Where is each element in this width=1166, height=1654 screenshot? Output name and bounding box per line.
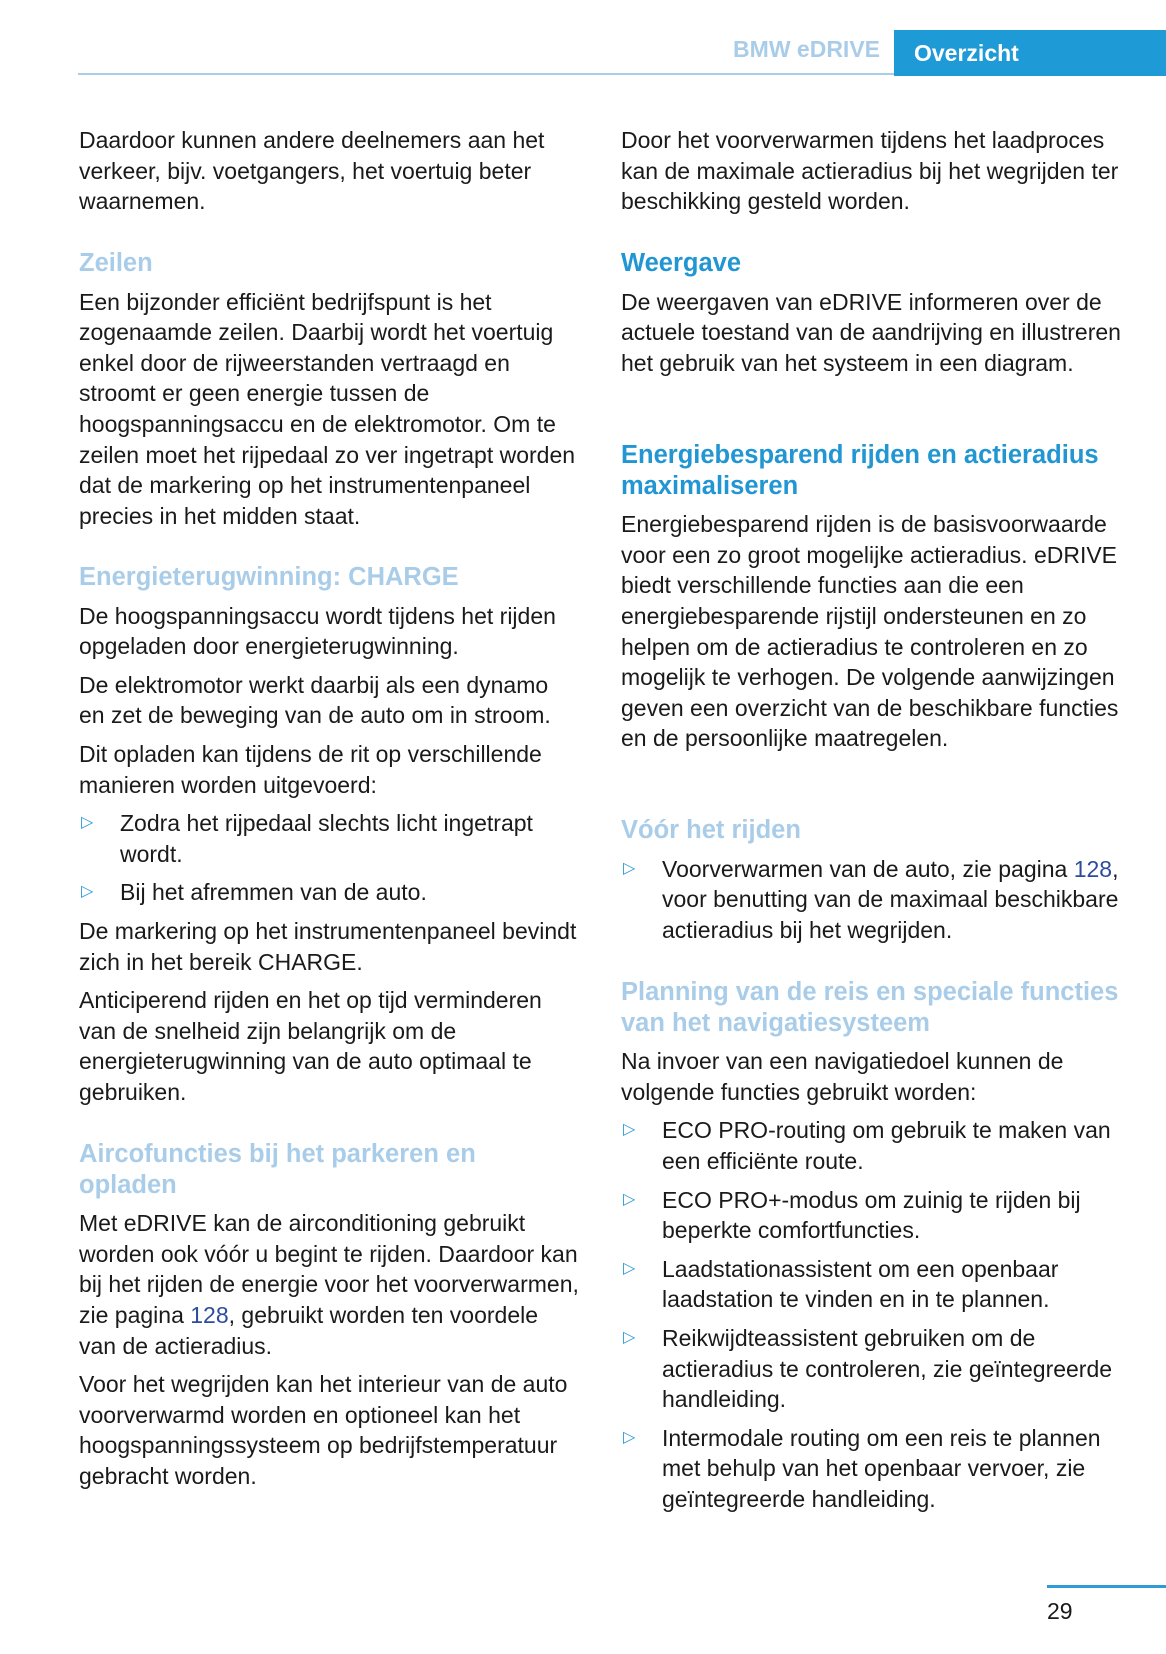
list-item [621, 1254, 1131, 1315]
page-link-128[interactable]: 128 [1073, 855, 1113, 882]
header-chapter-tab: Overzicht [894, 30, 1166, 76]
page-number: 29 [1047, 1598, 1073, 1624]
list-item: ▷ Voorverwarmen van de auto, zie pagina 128, voor benutting van de maximaal beschikbare actieradius bij het wegrijden. [623, 855, 1119, 943]
charge-paragraph-3: Dit opladen kan tijdens de rit op verschillende manieren worden uitgevoerd: [79, 740, 542, 798]
triangle-bullet-icon: ▷ [623, 1121, 636, 1139]
section-energiebesparend [621, 440, 1131, 754]
section-zeilen [79, 248, 579, 531]
airco-paragraph-1: Met eDRIVE kan de airconditioning gebruikt worden ook vóór u begint te rijden. Daardoor kan bij het rijden de energie voor het voorverwarmen, zie pagina 128, gebruikt worden ten voordele van de actieradius. [79, 1210, 579, 1359]
header-section-label: BMW eDRIVE [733, 36, 880, 62]
triangle-bullet-icon: ▷ [623, 1328, 636, 1346]
intro-text: Daardoor kunnen andere deelnemers aan het verkeer, bijv. voetgangers, het voertuig beter waarnemen. [79, 127, 545, 215]
list-item [621, 1185, 1131, 1246]
charge-paragraph-4: De markering op het instrumentenpaneel bevindt zich in het bereik CHARGE. [79, 917, 577, 975]
section-charge [79, 562, 579, 1108]
zeilen-paragraph: Een bijzonder efficiënt bedrijfspunt is het zogenaamde zeilen. Daarbij wordt het voertuig enkel door de rijweerstanden vertraagd en stroomt er geen energie tussen de hoogspanningsaccu en de elektromotor. Om te zeilen moet het rijpedaal zo ver ingetrapt worden dat de markering op het instrumentenpaneel precies in het midden staat. [79, 288, 576, 529]
charge-paragraph-2: De elektromotor werkt daarbij als een dynamo en zet de beweging van de auto om in stroom. [79, 671, 551, 729]
list-item [621, 1423, 1131, 1515]
triangle-bullet-icon: ▷ [623, 1259, 636, 1277]
list-item-text: Bij het afremmen van de auto. [120, 879, 427, 906]
list-item-text: Intermodale routing om een reis te plannen met behulp van het openbaar vervoer, zie geïntegreerde handleiding. [662, 1424, 1101, 1512]
triangle-bullet-icon: ▷ [623, 859, 636, 877]
energiebesparend-paragraph: Energiebesparend rijden is de basisvoorwaarde voor een zo groot mogelijke actieradius. eDRIVE biedt verschillende functies aan die een energiebesparende rijstijl ondersteunen en zo helpen om de actieradius te controleren en zo mogelijk te verhogen. De volgende aanwijzingen geven een overzicht van de beschikbare functies en de persoonlijke maatregelen. [621, 511, 1119, 752]
section-title-zeilen: Zeilen [79, 249, 153, 277]
charge-paragraph-5: Anticiperend rijden en het op tijd verminderen van de snelheid zijn belangrijk om de energieterugwinning van de auto optimaal te gebruiken. [79, 987, 542, 1105]
list-item-text: ECO PRO-routing om gebruik te maken van een efficiënte route. [662, 1117, 1111, 1174]
section-voor-het-rijden [621, 815, 1131, 945]
list-item-text: ECO PRO+-modus om zuinig te rijden bij beperkte comfortfuncties. [662, 1186, 1081, 1244]
header-divider [78, 73, 894, 75]
charge-paragraph-1: De hoogspanningsaccu wordt tijdens het rijden opgeladen door energieterugwinning. [79, 602, 556, 660]
airco-paragraph-2: Voor het wegrijden kan het interieur van de auto voorverwarmd worden en optioneel kan het hoogspanningssysteem op bedrijfstemperatuur gebracht worden. [79, 1371, 568, 1489]
planning-paragraph: Na invoer van een navigatiedoel kunnen de volgende functies gebruikt worden: [621, 1048, 1064, 1105]
section-airco [79, 1139, 579, 1492]
right-intro-paragraph [621, 125, 1131, 217]
section-planning [621, 977, 1131, 1515]
triangle-bullet-icon: ▷ [81, 883, 94, 901]
weergave-paragraph: De weergaven van eDRIVE informeren over de actuele toestand van de aandrijving en illustreren het gebruik van het systeem in een diagram. [621, 288, 1121, 376]
section-weergave [621, 248, 1131, 378]
list-item-text: Reikwijdteassistent gebruiken om de actieradius te controleren, zie geïntegreerde handleiding. [662, 1324, 1113, 1413]
list-item-text: Laadstationassistent om een openbaar laadstation te vinden en in te plannen. [662, 1255, 1059, 1313]
section-title-airco: Aircofuncties bij het parkeren en opladen [79, 1140, 476, 1199]
list-item [79, 808, 579, 869]
list-item [621, 1115, 1131, 1176]
triangle-bullet-icon: ▷ [623, 1190, 636, 1208]
list-item [79, 877, 579, 908]
section-title-weergave: Weergave [621, 249, 742, 277]
section-title-charge: Energieterugwinning: CHARGE [79, 563, 459, 591]
intro-paragraph [79, 125, 579, 217]
section-title-voor-het-rijden: Vóór het rijden [621, 816, 801, 844]
list-item-text: Zodra het rijpedaal slechts licht ingetrapt wordt. [120, 810, 533, 867]
section-title-energiebesparend: Energiebesparend rijden en actieradius maximaliseren [621, 441, 1099, 500]
footer-divider [1047, 1585, 1166, 1588]
triangle-bullet-icon: ▷ [623, 1428, 636, 1446]
page-link-128[interactable]: 128 [190, 1301, 229, 1328]
section-title-planning: Planning van de reis en speciale functies van het navigatiesysteem [621, 978, 1119, 1037]
right-intro-text: Door het voorverwarmen tijdens het laadproces kan de maximale actieradius bij het wegrijden ter beschikking gesteld worden. [621, 127, 1119, 215]
triangle-bullet-icon: ▷ [81, 814, 94, 832]
list-item [621, 1323, 1131, 1415]
